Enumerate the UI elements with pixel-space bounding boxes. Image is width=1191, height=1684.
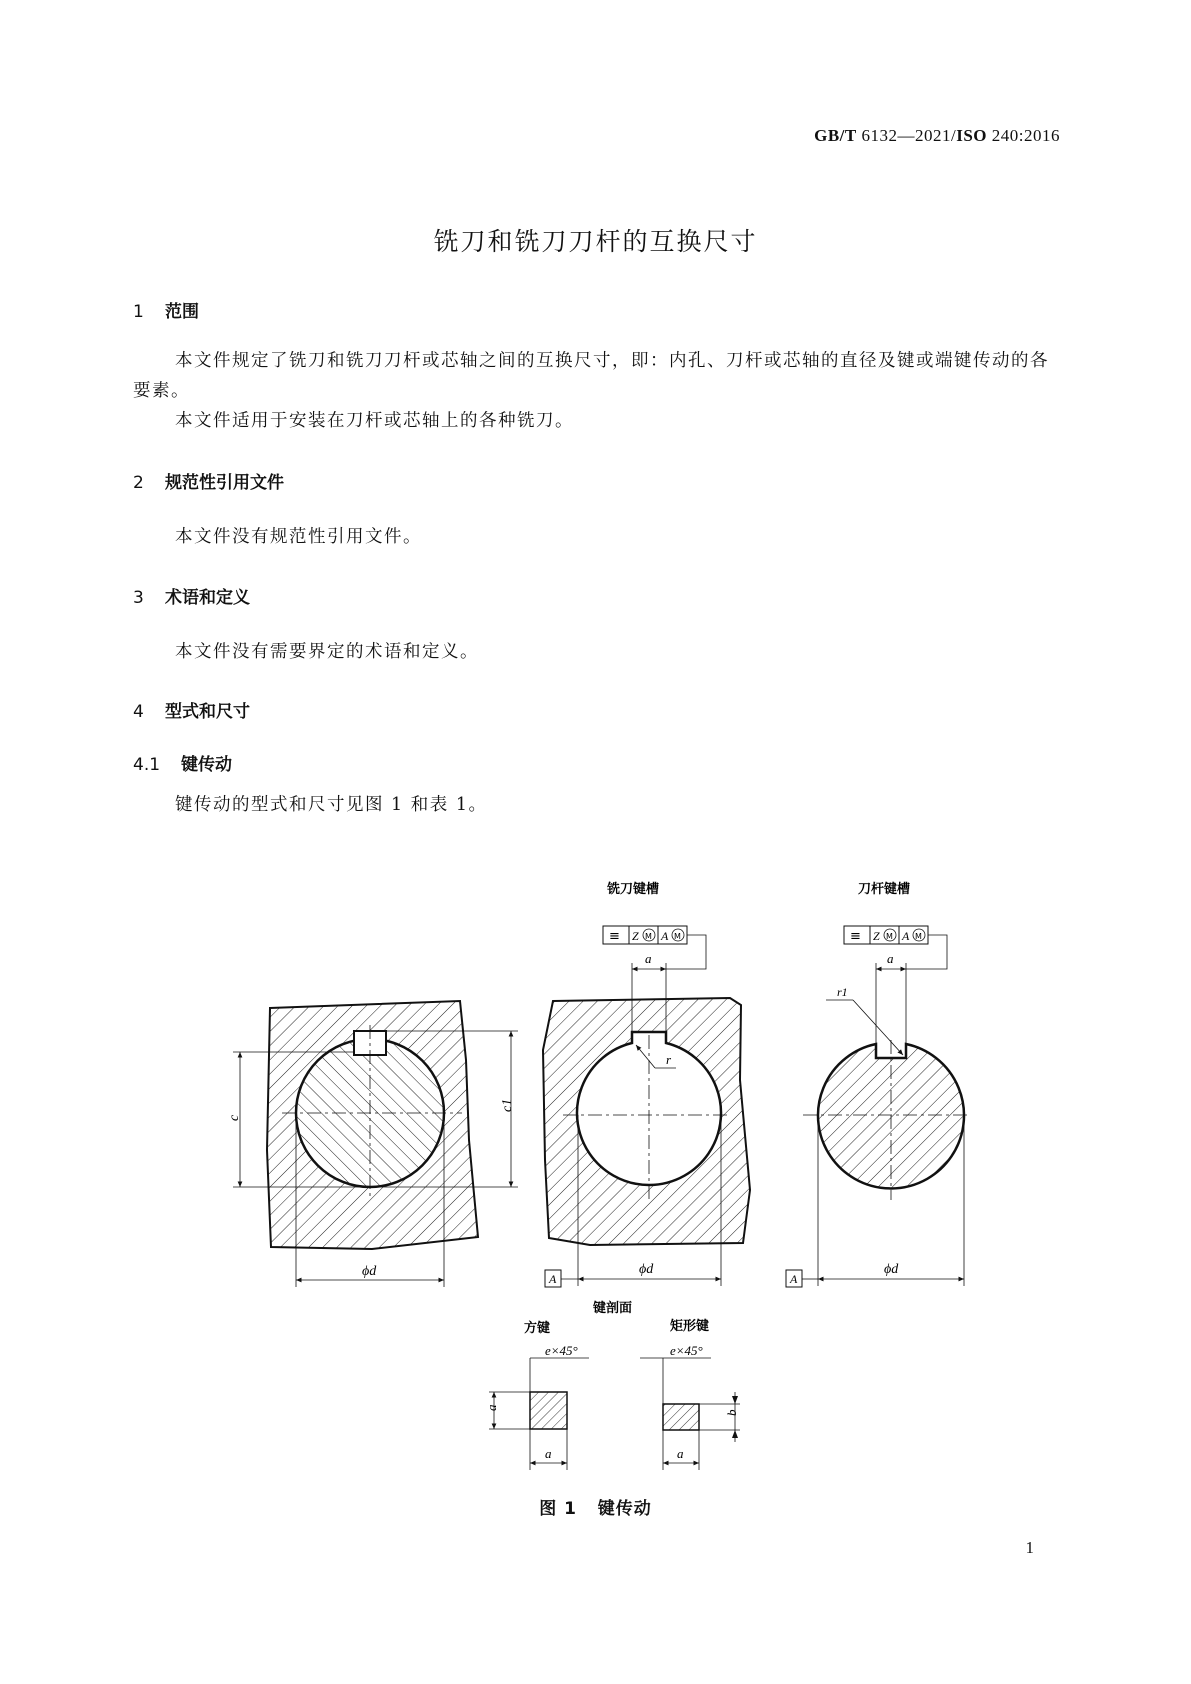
label-phid-2: ϕd: [639, 1262, 654, 1277]
label-key-section: 键剖面: [593, 1301, 633, 1316]
std-prefix: GB/T: [814, 126, 857, 145]
svg-text:Z: Z: [873, 929, 880, 943]
datum-label-1: A: [549, 1272, 557, 1286]
key-drive-paragraph: 键传动的型式和尺寸见图 1 和表 1。: [175, 795, 488, 815]
tolerance-frame-1: [603, 926, 706, 969]
svg-text:e×45°: e×45°: [545, 1343, 578, 1358]
arbor-keyway-view: [786, 881, 967, 1287]
label-cutter-keyway: 铣刀键槽: [607, 882, 660, 897]
section-3-heading: 3 术语和定义: [133, 588, 250, 608]
svg-text:b: b: [724, 1409, 739, 1416]
svg-text:≡: ≡: [850, 929, 861, 944]
label-r1: r1: [837, 985, 848, 999]
label-phid-3: ϕd: [884, 1262, 899, 1277]
iso-prefix: ISO: [956, 126, 988, 145]
leader-r1: [853, 1000, 903, 1055]
iso-number: 240:2016: [991, 126, 1060, 145]
refs-paragraph: 本文件没有规范性引用文件。: [175, 527, 422, 547]
svg-text:Z: Z: [632, 929, 639, 943]
svg-text:M: M: [674, 932, 681, 941]
label-a-2: a: [887, 951, 894, 966]
section-4-heading: 4 型式和尺寸: [133, 702, 250, 722]
tolerance-frame-2: [844, 926, 947, 969]
section-2-heading: 2 规范性引用文件: [133, 473, 284, 493]
svg-text:a: a: [545, 1446, 552, 1461]
svg-text:M: M: [886, 932, 893, 941]
svg-text:A: A: [902, 929, 910, 943]
label-c1: c1: [500, 1098, 515, 1112]
section-4-1-heading: 4.1 键传动: [133, 755, 232, 775]
rect-key-section: [640, 1343, 740, 1470]
label-arbor-keyway: 刀杆键槽: [858, 882, 911, 897]
figure-caption-number: 图 1: [539, 1499, 577, 1519]
document-title: 铣刀和铣刀刀杆的互换尺寸: [433, 227, 758, 256]
key-sections: [484, 1300, 740, 1470]
svg-text:A: A: [661, 929, 669, 943]
scope-paragraph-2: 本文件适用于安装在刀杆或芯轴上的各种铣刀。: [175, 411, 574, 431]
svg-text:M: M: [645, 932, 652, 941]
svg-text:a: a: [484, 1404, 499, 1411]
svg-text:≡: ≡: [609, 929, 620, 944]
svg-text:M: M: [915, 932, 922, 941]
page-number: 1: [1025, 1538, 1034, 1557]
datum-label-2: A: [790, 1272, 798, 1286]
square-key-section: [484, 1343, 589, 1470]
svg-text:a: a: [677, 1446, 684, 1461]
label-a-1: a: [645, 951, 652, 966]
label-phid-1: ϕd: [362, 1264, 377, 1279]
svg-text:e×45°: e×45°: [670, 1343, 703, 1358]
terms-paragraph: 本文件没有需要界定的术语和定义。: [175, 642, 479, 662]
section-1-heading: 1 范围: [133, 302, 199, 322]
label-r: r: [666, 1052, 672, 1067]
scope-paragraph-1: 本文件规定了铣刀和铣刀刀杆或芯轴之间的互换尺寸，即：内孔、刀杆或芯轴的直径及键或端键传动的各要素。: [133, 351, 1049, 401]
label-rect-key: 矩形键: [670, 1319, 710, 1334]
std-number: 6132—2021/: [861, 126, 957, 145]
label-c: c: [227, 1114, 242, 1121]
assembly-view: [227, 1001, 518, 1287]
label-square-key: 方键: [524, 1321, 551, 1336]
figure-caption-text: 键传动: [597, 1499, 652, 1519]
figure-caption: [0, 1494, 1191, 1519]
cutter-keyway-view: [543, 881, 750, 1287]
